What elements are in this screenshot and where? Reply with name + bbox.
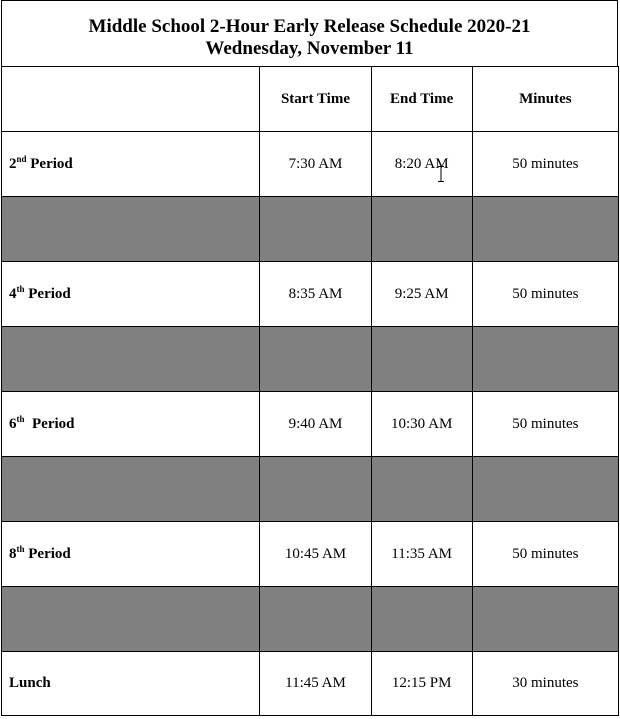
minutes-cell: 30 minutes: [472, 652, 618, 716]
start-time-cell: 10:45 AM: [260, 522, 371, 587]
gap-row: [2, 587, 619, 652]
schedule-table: [1, 66, 619, 716]
schedule-date: Wednesday, November 11: [205, 38, 414, 59]
end-time-cell: 9:25 AM: [371, 262, 472, 327]
start-time-cell: 7:30 AM: [260, 132, 371, 197]
gap-row: [2, 327, 619, 392]
table-row: [2, 522, 619, 587]
start-time-cell: 8:35 AM: [260, 262, 371, 327]
table-row: [2, 132, 619, 197]
period-cell: 6th Period: [2, 392, 260, 457]
header-cell-end: End Time: [371, 67, 472, 132]
gap-row: [2, 197, 619, 262]
end-time-cell: 8:20 AM: [371, 132, 472, 197]
period-cell: 2nd Period: [2, 132, 260, 197]
table-row: [2, 392, 619, 457]
table-row: [2, 262, 619, 327]
title-box: [1, 0, 618, 67]
period-cell: Lunch: [2, 652, 260, 716]
minutes-cell: 50 minutes: [472, 262, 618, 327]
end-time-cell: 10:30 AM: [371, 392, 472, 457]
schedule-title: Middle School 2-Hour Early Release Schedule 2020-21: [88, 16, 531, 37]
period-cell: 8th Period: [2, 522, 260, 587]
minutes-cell: 50 minutes: [472, 392, 618, 457]
end-time-cell: 12:15 PM: [371, 652, 472, 716]
header-row: [2, 67, 619, 132]
end-time-cell: 11:35 AM: [371, 522, 472, 587]
header-cell-minutes: Minutes: [472, 67, 618, 132]
gap-row: [2, 457, 619, 522]
start-time-cell: 11:45 AM: [260, 652, 371, 716]
header-cell-start: Start Time: [260, 67, 371, 132]
minutes-cell: 50 minutes: [472, 132, 618, 197]
table-row: [2, 652, 619, 716]
minutes-cell: 50 minutes: [472, 522, 618, 587]
period-cell: 4th Period: [2, 262, 260, 327]
header-cell-blank: [2, 67, 260, 132]
start-time-cell: 9:40 AM: [260, 392, 371, 457]
